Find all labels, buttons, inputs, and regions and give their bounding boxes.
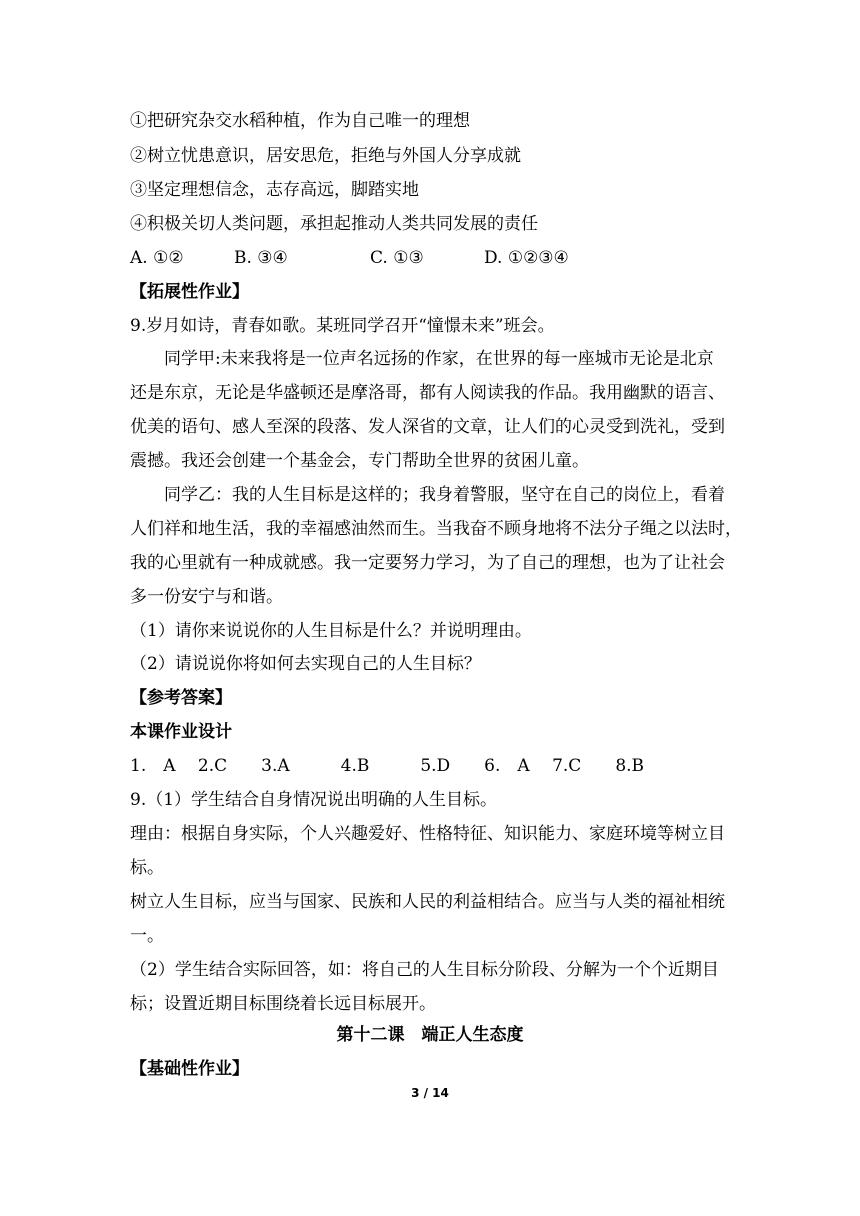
- subheading-design: 本课作业设计: [130, 722, 232, 742]
- reason-line: 理由：根据自身实际，个人兴趣爱好、性格特征、知识能力、家庭环境等树立目: [130, 824, 725, 844]
- answer-options: [130, 247, 730, 269]
- option-b: B. ③④: [234, 248, 288, 268]
- option-d: D. ①②③④: [484, 248, 569, 268]
- goal-line: 一。: [130, 926, 164, 946]
- student-b-line: 同学乙：我的人生目标是这样的；我身着警服，坚守在自己的岗位上，看着: [164, 485, 725, 505]
- lesson-title: 第十二课 端正人生态度: [336, 1025, 524, 1045]
- student-b-line: 人们祥和地生活，我的幸福感油然而生。当我奋不顾身地将不法分子绳之以法时，: [130, 519, 742, 539]
- option-c: C. ①③: [370, 248, 424, 268]
- option-a: A. ①②: [130, 248, 184, 268]
- student-a-line: 震撼。我还会创建一个基金会，专门帮助全世界的贫困儿童。: [130, 451, 589, 471]
- statement-4: ④积极关切人类问题，承担起推动人类共同发展的责任: [130, 214, 538, 234]
- statement-3: ③坚定理想信念，志存高远，脚踏实地: [130, 180, 419, 200]
- question-9: 9.岁月如诗，青春如歌。某班同学召开“憧憬未来”班会。: [130, 316, 555, 336]
- student-a-line: 同学甲:未来我将是一位声名远扬的作家，在世界的每一座城市无论是北京: [164, 349, 714, 369]
- answer-9-2-line: （2）学生结合实际回答，如：将自己的人生目标分阶段、分解为一个个近期目: [130, 960, 719, 980]
- student-b-line: 多一份安宁与和谐。: [130, 587, 283, 607]
- statement-1: ①把研究杂交水稻种植，作为自己唯一的理想: [130, 111, 470, 131]
- question-9-part-2: （2）请说说你将如何去实现自己的人生目标？: [130, 654, 481, 674]
- section-heading-basic: 【基础性作业】: [130, 1059, 249, 1079]
- section-heading-answer: 【参考答案】: [130, 688, 232, 708]
- student-a-line: 优美的语句、感人至深的段落、发人深省的文章，让人们的心灵受到洗礼，受到: [130, 417, 725, 437]
- student-b-line: 我的心里就有一种成就感。我一定要努力学习，为了自己的理想，也为了让社会: [130, 553, 725, 573]
- answer-9-1: 9.（1）学生结合自身情况说出明确的人生目标。: [130, 790, 498, 810]
- goal-line: 树立人生目标，应当与国家、民族和人民的利益相结合。应当与人类的福祉相统: [130, 892, 725, 912]
- answer-9-2-line: 标；设置近期目标围绕着长远目标展开。: [130, 994, 436, 1014]
- section-heading-extend: 【拓展性作业】: [130, 282, 249, 302]
- statement-2: ②树立忧患意识，居安思危，拒绝与外国人分享成就: [130, 146, 521, 166]
- question-9-part-1: （1）请你来说说你的人生目标是什么？并说明理由。: [130, 621, 532, 641]
- reason-line: 标。: [130, 858, 164, 878]
- student-a-line: 还是东京，无论是华盛顿还是摩洛哥，都有人阅读我的作品。我用幽默的语言、: [130, 383, 725, 403]
- answer-key: 1. A 2.C 3.A 4.B 5.D 6. A 7.C 8.B: [130, 756, 645, 776]
- page-number: 3 / 14: [411, 1086, 449, 1100]
